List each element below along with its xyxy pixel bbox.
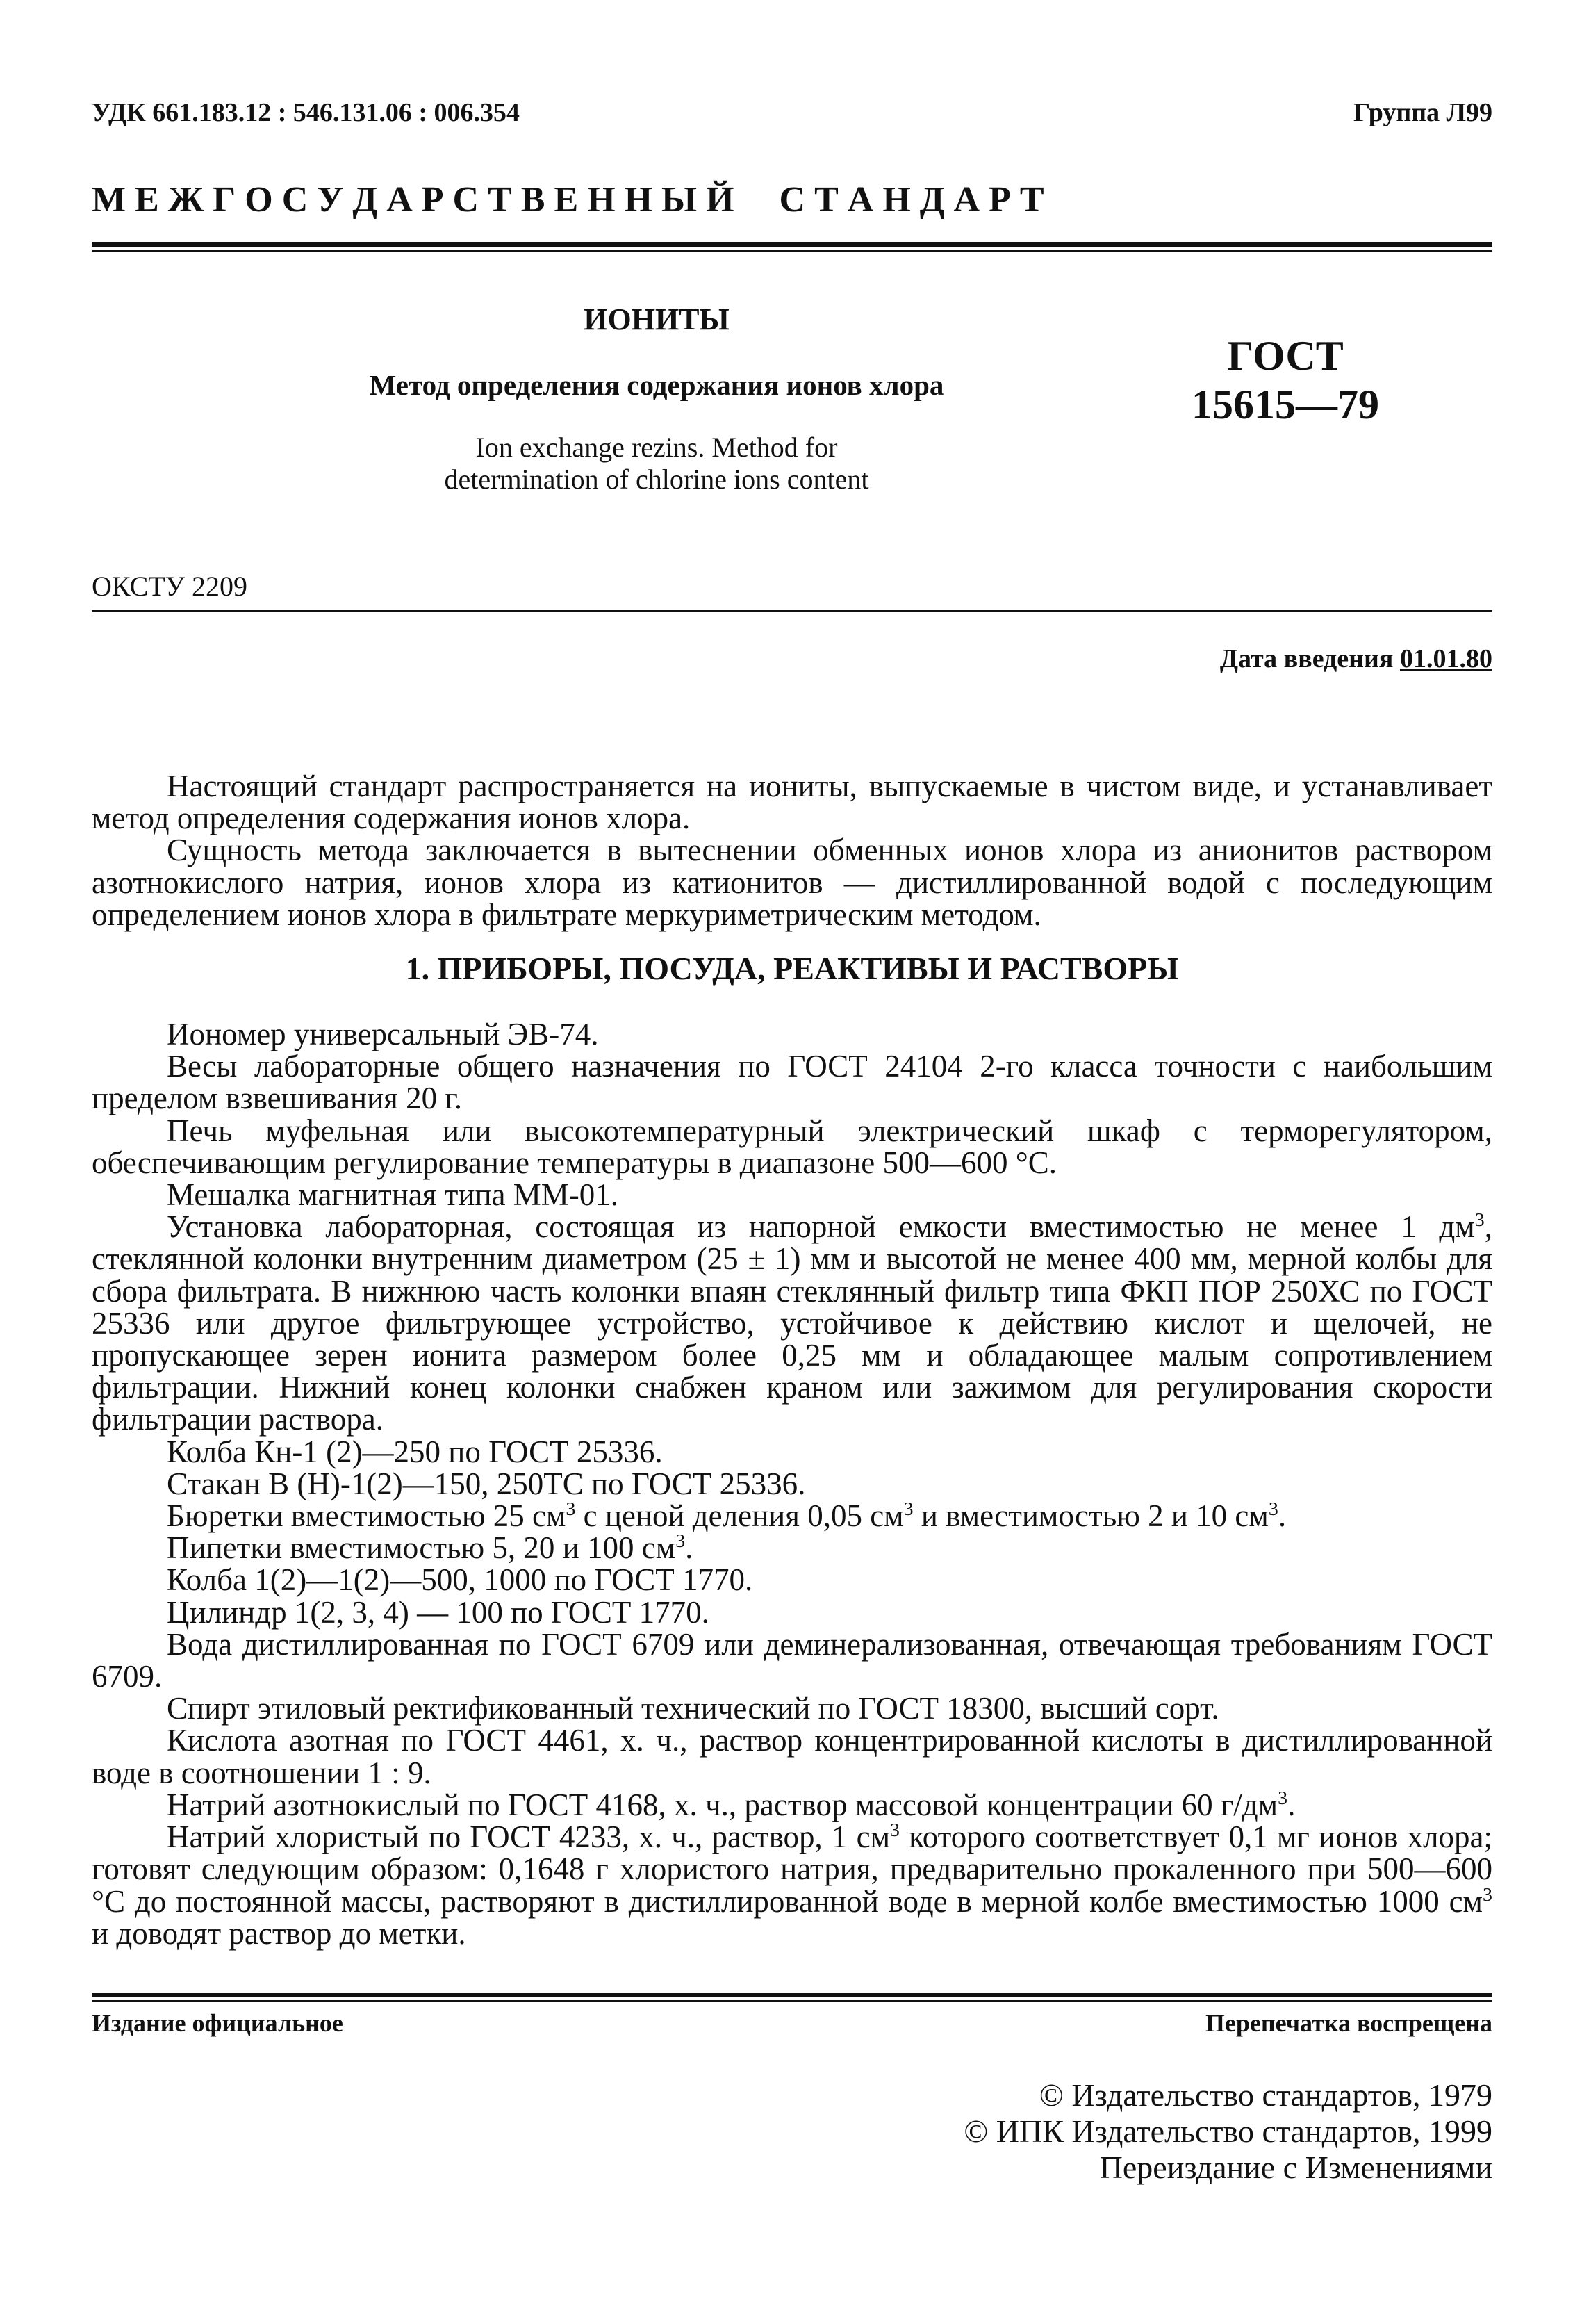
intro-paragraph-2: Сущность метода заключается в вытеснении обменных ионов хлора из анионитов раствором азотнокислого натрия, ионов хлора из катионитов — дистиллированной водой с последующим определением ионов хлора в фильтрате меркуриметрическим методом. [92, 833, 1492, 932]
reprint-prohibited: Перепечатка воспрещена [1205, 2009, 1492, 2037]
udk-code: УДК 661.183.12 : 546.131.06 : 006.354 [92, 98, 520, 127]
group-code: Группа Л99 [1353, 98, 1492, 127]
document-body [92, 770, 1492, 1949]
item-furnace: Печь муфельная или высокотемпературный электрический шкаф с терморегулятором, обеспечивающим регулирование температуры в диапазоне 500—600 °С. [92, 1113, 1492, 1180]
item-sodium-chloride: Натрий хлористый по ГОСТ 4233, х. ч., раствор, 1 $см^3$ которого соответствует 0,1 мг ионов хлора; готовят следующим образом: 0,1648 г хлористого натрия, предварительно прокаленного при 500—600 °С до постоянной массы, растворяют в дистиллированной воде в мерной колбе вместимостью 1000 $см^3$ и доводят раствор до метки. [92, 1819, 1492, 1951]
document-title: ИОНИТЫ [584, 302, 730, 336]
section-1-heading: 1. ПРИБОРЫ, ПОСУДА, РЕАКТИВЫ И РАСТВОРЫ [405, 951, 1179, 987]
intro-date-value: 01.01.80 [1400, 644, 1492, 673]
footer-thin-rule [92, 2000, 1492, 2002]
okstu-rule [92, 610, 1492, 612]
item-flask: Колба 1(2)—1(2)—500, 1000 по ГОСТ 1770. [167, 1562, 753, 1598]
item-stirrer: Мешалка магнитная типа ММ-01. [167, 1177, 619, 1213]
item-cylinder: Цилиндр 1(2, 3, 4) — 100 по ГОСТ 1770. [167, 1594, 709, 1630]
official-edition: Издание официальное [92, 2009, 343, 2037]
header-thin-rule [92, 250, 1492, 252]
item-flask-kn: Колба Кн-1 (2)—250 по ГОСТ 25336. [167, 1434, 663, 1469]
document-subtitle: Метод определения содержания ионов хлора [369, 369, 944, 401]
intro-paragraph-1: Настоящий стандарт распространяется на иониты, выпускаемые в чистом виде, и устанавливает метод определения содержания ионов хлора. [92, 769, 1492, 836]
gost-number: 15615—79 [1192, 382, 1379, 427]
okstu-code: ОКСТУ 2209 [92, 571, 248, 602]
item-sodium-nitrate: Натрий азотнокислый по ГОСТ 4168, х. ч., раствор массовой концентрации 60 $г/дм^3$. [167, 1787, 1296, 1822]
item-lab-setup: Установка лабораторная, состоящая из напорной емкости вместимостью не менее 1 $дм^3$, стеклянной колонки внутренним диаметром (25 ± 1) мм и высотой не менее 400 мм, мерной колбы для сбора фильтрата. В нижнюю часть колонки впаян стеклянный фильтр типа ФКП ПОР 250ХС по ГОСТ 25336 или другое фильтрующее устройство, устойчивое к действию кислот и щелочей, не пропускающее зерен ионита размером более 0,25 мм и обладающее малым сопротивлением фильтрации. Нижний конец колонки снабжен краном или зажимом для регулирования скорости фильтрации раствора. [92, 1209, 1492, 1437]
item-beaker: Стакан В (Н)-1(2)—150, 250ТС по ГОСТ 25336. [167, 1466, 806, 1501]
intro-date-label: Дата введения [1219, 644, 1400, 673]
item-nitric-acid: Кислота азотная по ГОСТ 4461, х. ч., раствор концентрированной кислоты в дистиллированной воде в соотношении 1 : 9. [92, 1723, 1492, 1790]
intro-date [1220, 644, 1492, 674]
item-scales: Весы лабораторные общего назначения по ГОСТ 24104 2-го класса точности с наибольшим пределом взвешивания 20 г. [92, 1049, 1492, 1116]
item-burettes: Бюретки вместимостью 25 $см^3$ с ценой деления 0,05 $см^3$ и вместимостью 2 и 10 $см^3$. [167, 1498, 1287, 1534]
reissue-note: Переиздание с Изменениями [1099, 2150, 1492, 2185]
english-title-line1: Ion exchange rezins. Method for [475, 432, 838, 463]
item-ethanol: Спирт этиловый ректификованный технический по ГОСТ 18300, высший сорт. [167, 1691, 1219, 1726]
item-pipettes: Пипетки вместимостью 5, 20 и 100 $см^3$. [167, 1530, 693, 1566]
header-thick-rule [92, 242, 1492, 247]
standard-type-heading: М Е Ж Г О С У Д А Р С Т В Е Н Н Ы Й С Т А Н Д А Р Т [92, 180, 1044, 220]
footer-thick-rule [92, 1993, 1492, 1997]
copyright-1999: © ИПК Издательство стандартов, 1999 [964, 2113, 1492, 2149]
item-ionomer: Иономер универсальный ЭВ-74. [167, 1017, 599, 1052]
item-distilled-water: Вода дистиллированная по ГОСТ 6709 или деминерализованная, отвечающая требованиям ГОСТ 6709. [92, 1626, 1492, 1694]
copyright-1979: © Издательство стандартов, 1979 [1039, 2077, 1492, 2113]
english-title-line2: determination of chlorine ions content [444, 464, 869, 495]
gost-label: ГОСТ [1227, 333, 1344, 379]
